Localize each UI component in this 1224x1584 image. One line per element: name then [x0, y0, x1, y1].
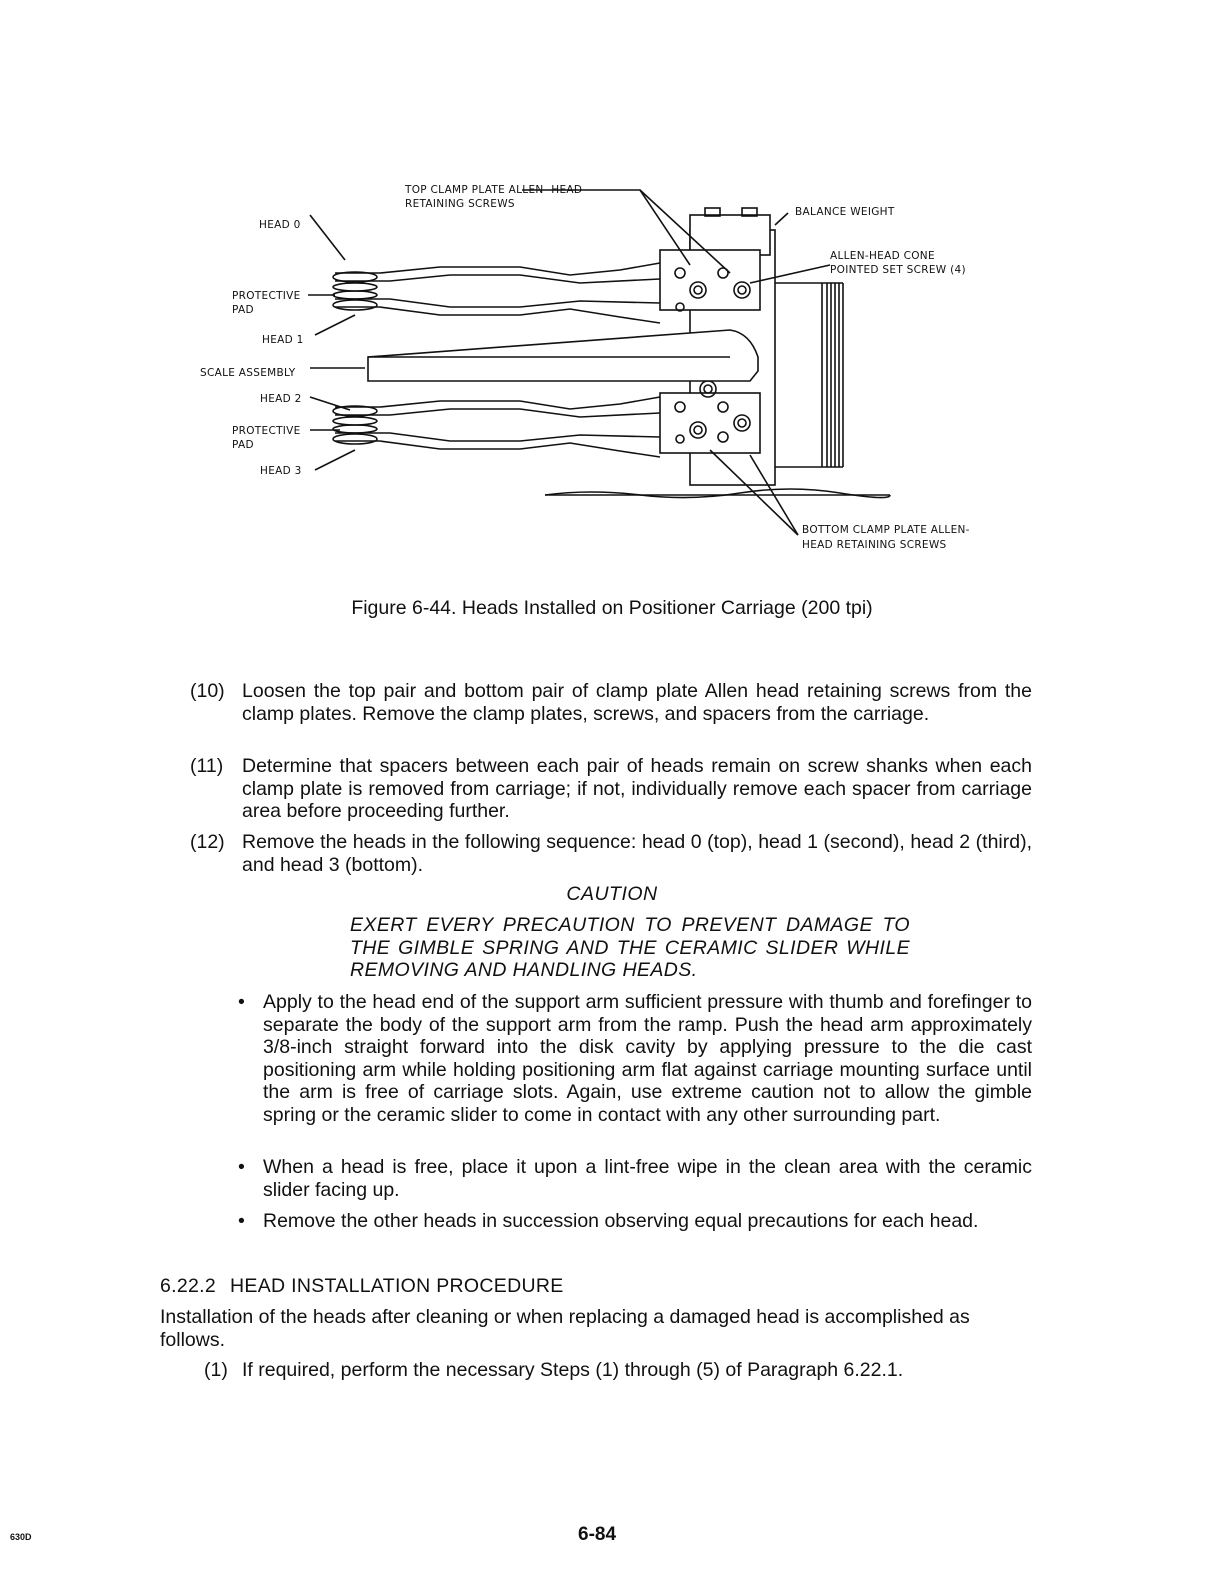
figure-caption: Figure 6-44. Heads Installed on Positioner Carriage (200 tpi) — [351, 597, 873, 619]
step-text: If required, perform the necessary Steps (1) through (5) of Paragraph 6.22.1. — [242, 1359, 904, 1381]
head-2-arm — [335, 397, 660, 409]
label-bottom-clamp-1: BOTTOM CLAMP PLATE ALLEN- — [802, 524, 970, 536]
label-scale-assembly: SCALE ASSEMBLY — [200, 367, 296, 379]
heads-carriage-diagram — [190, 175, 1020, 565]
step-10 — [190, 680, 1032, 725]
bullet-item — [238, 1210, 1032, 1233]
figure-6-44 — [190, 175, 1020, 565]
scale-assembly — [368, 330, 758, 381]
head-1-arm — [335, 299, 660, 307]
label-head-1: HEAD 1 — [262, 334, 304, 346]
label-allen-cone-1: ALLEN-HEAD CONE — [830, 250, 935, 262]
section-title: HEAD INSTALLATION PROCEDURE — [230, 1275, 564, 1297]
bullet-dot: • — [238, 1210, 245, 1232]
step-text: Determine that spacers between each pair of heads remain on screw shanks when each clamp plate is removed from carriage; if not, individually remove each spacer from carriage area before proceeding further. — [242, 755, 1032, 822]
step-text: Remove the heads in the following sequence: head 0 (top), head 1 (second), head 2 (third), and head 3 (bottom). — [242, 831, 1032, 876]
label-allen-cone-2: POINTED SET SCREW (4) — [830, 264, 966, 276]
head-3-arm — [335, 433, 660, 441]
label-head-0: HEAD 0 — [259, 219, 301, 231]
install-step-1 — [190, 1359, 1032, 1382]
bullet-text: Apply to the head end of the support arm sufficient pressure with thumb and forefinger to separate the body of the support arm from the ramp. Push the head arm approximately 3/8-inch straight forward into the disk cavity by applying pressure to the die cast positioning arm while holding positioning arm flat against carriage mounting surface until the arm is free of carriage slots. Again, use extreme caution not to allow the gimble spring or the ceramic slider to come in contact with any other surrounding part. — [263, 991, 1032, 1126]
step-number: (11) — [190, 755, 224, 777]
bullet-text: When a head is free, place it upon a lint-free wipe in the clean area with the ceramic slider facing up. — [263, 1156, 1032, 1201]
step-11 — [190, 755, 1032, 823]
label-head-3: HEAD 3 — [260, 465, 302, 477]
top-clamp-plate — [660, 250, 760, 310]
document-code: 630D — [10, 1532, 32, 1542]
step-number: (12) — [190, 831, 225, 853]
bullet-dot: • — [238, 1156, 245, 1178]
label-protective-pad-2a: PROTECTIVE — [232, 425, 301, 437]
step-number: (1) — [204, 1359, 228, 1381]
label-protective-pad-1b: PAD — [232, 304, 254, 316]
label-protective-pad-2b: PAD — [232, 439, 254, 451]
bullet-item — [238, 991, 1032, 1126]
bullet-dot: • — [238, 991, 245, 1013]
step-text: Loosen the top pair and bottom pair of clamp plate Allen head retaining screws from the clamp plates. Remove the clamp plates, screws, and spacers from the carriage. — [242, 680, 1032, 725]
section-heading — [160, 1275, 564, 1298]
label-head-2: HEAD 2 — [260, 393, 302, 405]
step-number: (10) — [190, 680, 225, 702]
bottom-clamp-plate — [660, 393, 760, 453]
bullet-item — [238, 1156, 1032, 1201]
section-number: 6.22.2 — [160, 1275, 217, 1297]
step-12 — [190, 831, 1032, 876]
page-number: 6-84 — [578, 1524, 617, 1545]
caution-body: EXERT EVERY PRECAUTION TO PREVENT DAMAGE TO THE GIMBLE SPRING AND THE CERAMIC SLIDER WHILE REMOVING AND HANDLING HEADS. — [350, 914, 910, 981]
base-plate — [545, 489, 890, 498]
section-intro: Installation of the heads after cleaning or when replacing a damaged head is accomplished as follows. — [160, 1306, 970, 1351]
label-protective-pad-1a: PROTECTIVE — [232, 290, 301, 302]
balance-weight-block — [690, 215, 770, 255]
bullet-text: Remove the other heads in succession observing equal precautions for each head. — [263, 1210, 979, 1232]
label-bottom-clamp-2: HEAD RETAINING SCREWS — [802, 539, 947, 551]
label-balance-weight: BALANCE WEIGHT — [795, 206, 895, 218]
disk-stack-lines — [775, 283, 843, 467]
head-0-arm — [335, 263, 660, 275]
label-top-clamp-2: RETAINING SCREWS — [405, 198, 515, 210]
label-top-clamp-1: TOP CLAMP PLATE ALLEN- HEAD — [405, 184, 583, 196]
caution-title: CAUTION — [566, 883, 658, 905]
